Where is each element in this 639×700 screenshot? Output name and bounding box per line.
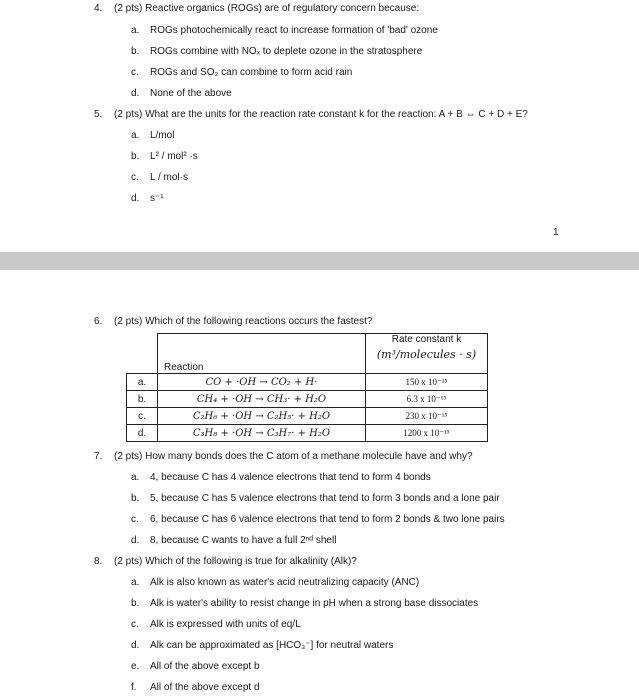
table-row[interactable] <box>127 408 488 425</box>
option-text: L / mol·s <box>150 172 188 183</box>
option-letter: f. <box>131 682 137 693</box>
option-text: All of the above except d <box>150 682 260 693</box>
rate-constant-value: 6.3 x 10⁻¹⁵ <box>366 391 488 408</box>
option-letter: a. <box>131 577 140 588</box>
row-letter: b. <box>127 391 158 408</box>
option-4b[interactable] <box>131 46 422 57</box>
reaction-equation: C₂H₆ + ·OH → C₂H₅· + H₂O <box>158 408 366 425</box>
option-7a[interactable] <box>131 472 431 483</box>
option-7b[interactable] <box>131 493 500 504</box>
header-empty-cell <box>127 334 158 374</box>
option-text: None of the above <box>150 88 232 99</box>
option-8b[interactable] <box>131 598 478 609</box>
question-text: (2 pts) Reactive organics (ROGs) are of regulatory concern because: <box>114 3 420 14</box>
row-letter: a. <box>127 374 158 391</box>
table-header-row <box>127 334 488 374</box>
reaction-equation: CO + ·OH → CO₂ + H· <box>158 374 366 391</box>
question-number: 8. <box>94 556 103 567</box>
option-text: 4, because C has 4 valence electrons that tend to form 4 bonds <box>150 472 431 483</box>
option-letter: b. <box>131 598 140 609</box>
option-letter: c. <box>131 67 139 78</box>
question-number: 7. <box>94 451 103 462</box>
option-4a[interactable] <box>131 25 438 36</box>
option-letter: c. <box>131 514 139 525</box>
option-text: All of the above except b <box>150 661 260 672</box>
option-text: L² / mol² ·s <box>150 151 198 162</box>
option-text: Alk is expressed with units of eq/L <box>150 619 301 630</box>
reaction-table <box>126 333 488 442</box>
option-text: Alk is also known as water's acid neutralizing capacity (ANC) <box>150 577 420 588</box>
option-letter: d. <box>131 640 140 651</box>
question-text: (2 pts) How many bonds does the C atom of a methane molecule have and why? <box>114 451 473 462</box>
option-letter: b. <box>131 151 140 162</box>
option-letter: e. <box>131 661 140 672</box>
option-8c[interactable] <box>131 619 301 630</box>
option-8e[interactable] <box>131 661 260 672</box>
question-number: 4. <box>94 3 103 14</box>
option-letter: d. <box>131 193 140 204</box>
option-text: ROGs combine with NOₓ to deplete ozone in the stratosphere <box>150 46 423 57</box>
question-4 <box>94 3 419 14</box>
option-text: s⁻¹ <box>150 193 164 204</box>
option-text: ROGs photochemically react to increase formation of 'bad' ozone <box>150 25 438 36</box>
option-7d[interactable] <box>131 535 336 546</box>
table-row[interactable] <box>127 391 488 408</box>
question-5 <box>94 109 528 120</box>
option-letter: a. <box>131 130 140 141</box>
option-text: 6, because C has 6 valence electrons that tend to form 2 bonds & two lone pairs <box>150 514 505 525</box>
option-text: 5, because C has 5 valence electrons that tend to form 3 bonds and a lone pair <box>150 493 500 504</box>
option-letter: a. <box>131 25 140 36</box>
option-letter: d. <box>131 88 140 99</box>
option-text: ROGs and SO₂ can combine to form acid rain <box>150 67 353 78</box>
option-letter: a. <box>131 472 140 483</box>
option-8d[interactable] <box>131 640 393 651</box>
option-text: Alk can be approximated as [HCO₃⁻] for neutral waters <box>150 640 394 651</box>
rate-constant-header <box>366 334 488 374</box>
page-separator <box>0 252 639 270</box>
table-row[interactable] <box>127 425 488 442</box>
option-5b[interactable] <box>131 151 198 162</box>
option-4d[interactable] <box>131 88 232 99</box>
option-text: L/mol <box>150 130 175 141</box>
option-letter: c. <box>131 619 139 630</box>
rate-constant-value: 150 x 10⁻¹⁵ <box>366 374 488 391</box>
option-letter: b. <box>131 46 140 57</box>
row-letter: d. <box>127 425 158 442</box>
question-6 <box>94 316 372 327</box>
option-text: 8, because C wants to have a full 2ⁿᵈ shell <box>150 535 337 546</box>
question-number: 5. <box>94 109 103 120</box>
option-4c[interactable] <box>131 67 352 78</box>
question-7 <box>94 451 473 462</box>
rate-constant-value: 230 x 10⁻¹⁵ <box>366 408 488 425</box>
option-letter: c. <box>131 172 139 183</box>
table-row[interactable] <box>127 374 488 391</box>
rate-constant-label: Rate constant k <box>391 334 462 345</box>
option-text: Alk is water's ability to resist change in pH when a strong base dissociates <box>150 598 479 609</box>
rate-constant-value: 1200 x 10⁻¹⁵ <box>366 425 488 442</box>
option-7c[interactable] <box>131 514 505 525</box>
option-5a[interactable] <box>131 130 174 141</box>
reaction-header: Reaction <box>158 334 366 374</box>
rate-constant-units: (m³/molecules · s) <box>376 348 477 361</box>
reaction-equation: C₃H₈ + ·OH → C₃H₇· + H₂O <box>158 425 366 442</box>
question-text: (2 pts) What are the units for the reaction rate constant k for the reaction: A + B ⇔ C + D + E? <box>114 109 528 120</box>
reaction-equation: CH₄ + ·OH → CH₃· + H₂O <box>158 391 366 408</box>
question-8 <box>94 556 357 567</box>
page-number: 1 <box>553 227 559 238</box>
option-8f[interactable] <box>131 682 260 693</box>
option-5d[interactable] <box>131 193 164 204</box>
row-letter: c. <box>127 408 158 425</box>
option-letter: d. <box>131 535 140 546</box>
option-letter: b. <box>131 493 140 504</box>
option-5c[interactable] <box>131 172 188 183</box>
question-number: 6. <box>94 316 103 327</box>
question-text: (2 pts) Which of the following is true for alkalinity (Alk)? <box>114 556 357 567</box>
option-8a[interactable] <box>131 577 419 588</box>
question-text: (2 pts) Which of the following reactions occurs the fastest? <box>114 316 373 327</box>
